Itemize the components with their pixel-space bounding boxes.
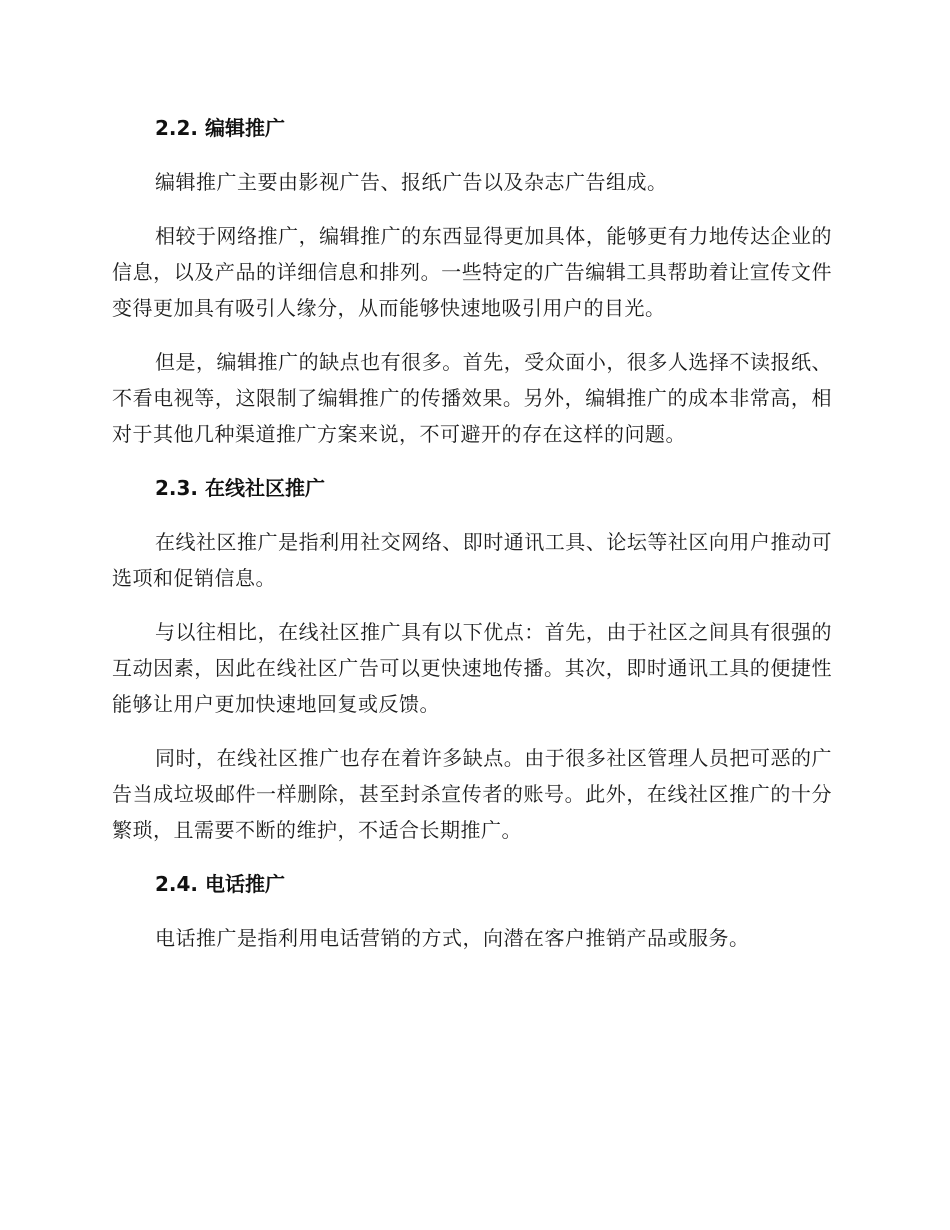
section-phone-promotion bbox=[112, 866, 832, 956]
section-heading: 2.4. 电话推广 bbox=[155, 872, 285, 896]
paragraph: 电话推广是指利用电话营销的方式，向潜在客户推销产品或服务。 bbox=[155, 926, 750, 950]
paragraph: 相较于网络推广，编辑推广的东西显得更加具体，能够更有力地传达企业的信息，以及产品的详细信息和排列。一些特定的广告编辑工具帮助着让宣传文件变得更加具有吸引人缘分，从而能够快速地吸引用户的目光。 bbox=[112, 224, 832, 320]
paragraph: 与以往相比，在线社区推广具有以下优点：首先，由于社区之间具有很强的互动因素，因此在线社区广告可以更快速地传播。其次，即时通讯工具的便捷性能够让用户更加快速地回复或反馈。 bbox=[112, 620, 832, 716]
paragraph: 编辑推广主要由影视广告、报纸广告以及杂志广告组成。 bbox=[155, 170, 668, 194]
paragraph: 但是，编辑推广的缺点也有很多。首先，受众面小，很多人选择不读报纸、不看电视等，这限制了编辑推广的传播效果。另外，编辑推广的成本非常高，相对于其他几种渠道推广方案来说，不可避开的存在这样的问题。 bbox=[112, 350, 832, 446]
section-heading: 2.3. 在线社区推广 bbox=[155, 476, 325, 500]
paragraph: 在线社区推广是指利用社交网络、即时通讯工具、论坛等社区向用户推动可选项和促销信息。 bbox=[112, 530, 832, 590]
section-editorial-promotion bbox=[112, 110, 832, 452]
section-online-community-promotion bbox=[112, 470, 832, 848]
paragraph: 同时，在线社区推广也存在着许多缺点。由于很多社区管理人员把可恶的广告当成垃圾邮件一样删除，甚至封杀宣传者的账号。此外，在线社区推广的十分繁琐，且需要不断的维护，不适合长期推广。 bbox=[112, 746, 832, 842]
section-heading: 2.2. 编辑推广 bbox=[155, 116, 285, 140]
document-body bbox=[112, 110, 832, 974]
